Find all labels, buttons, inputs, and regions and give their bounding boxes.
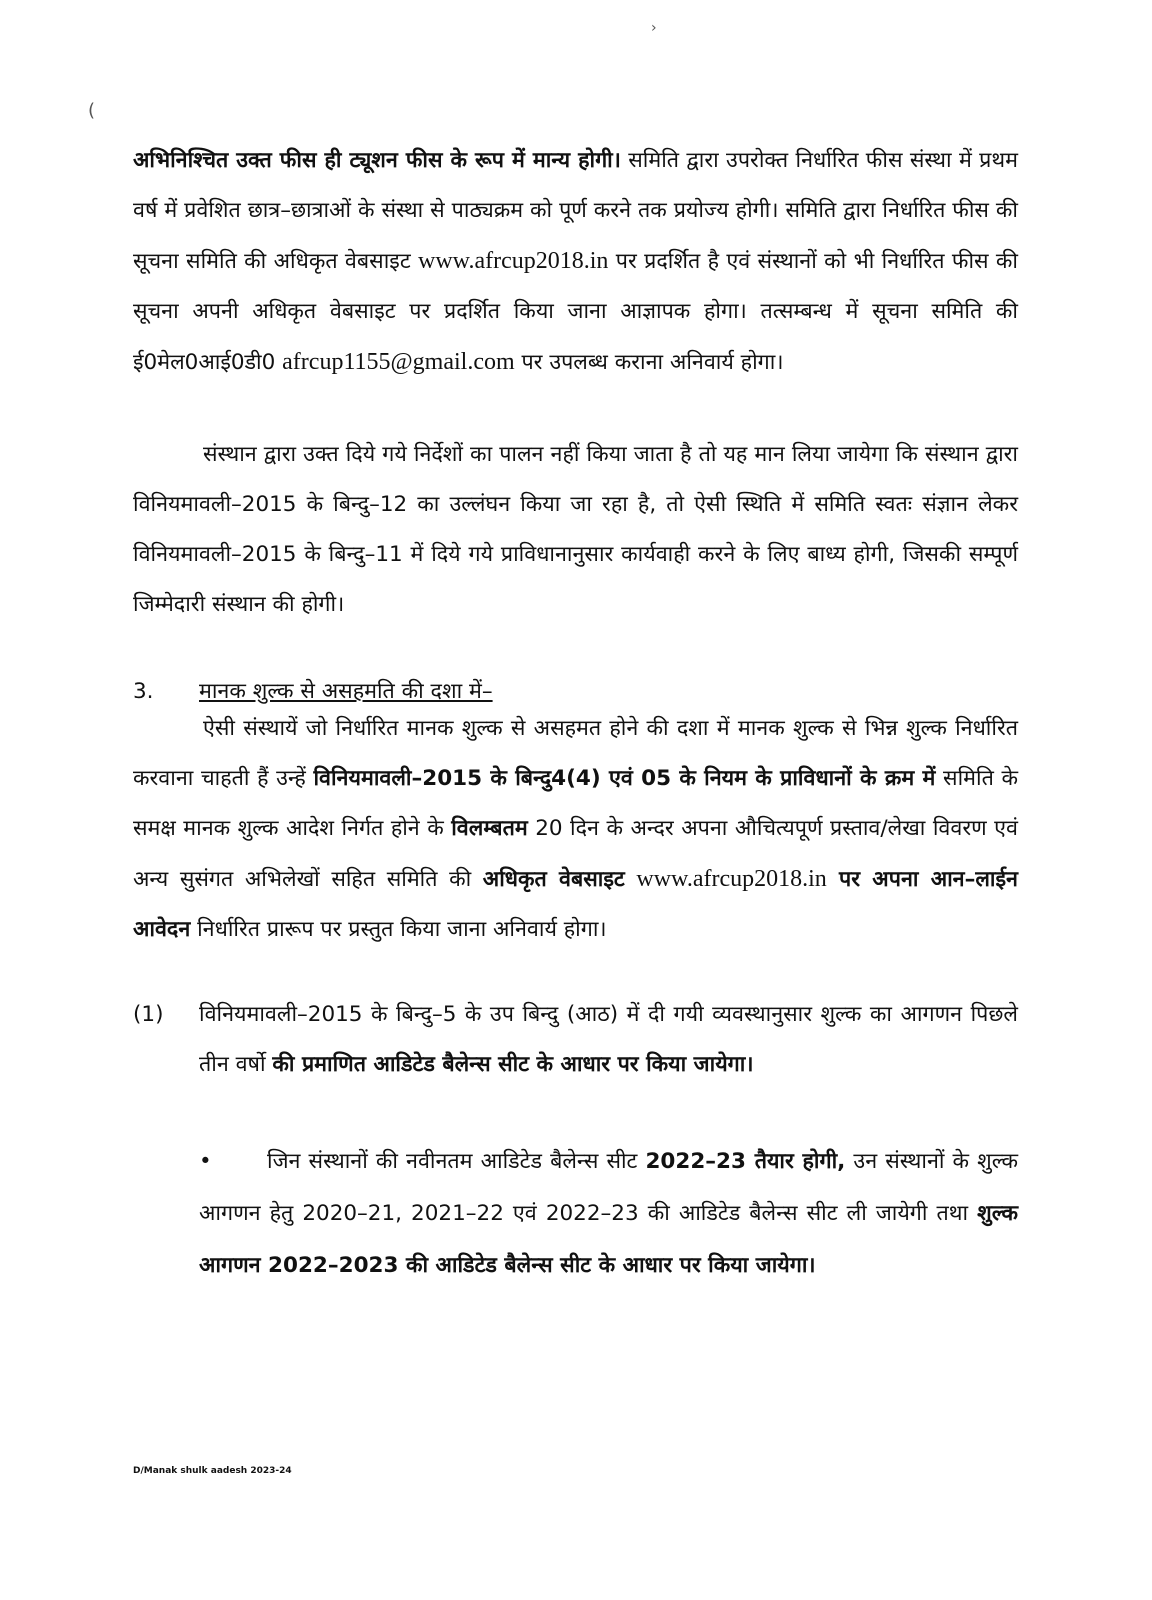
website-link: www.afrcup2018.in [636,866,827,892]
email-address: afrcup1155@gmail.com [282,349,515,375]
paragraph-text: निर्धारित प्रारूप पर प्रस्तुत किया जाना अनिवार्य होगा। [190,917,607,942]
paragraph-text: विनियमावली–2015 के बिन्दु–5 के उप बिन्दु (आठ) में दी गयी व्यवस्थानुसार शुल्क का आगणन पिछले तीन वर्षो [199,1002,1018,1077]
item-number: (1) [133,1002,164,1027]
paragraph-disagreement [133,704,1018,955]
section-number: 3. [133,679,154,704]
website-link: www.afrcup2018.in [418,248,609,274]
paragraph-fee-notice [133,136,1018,388]
paragraph-text: पर प्रदर्शित है एवं संस्थानों को भी निर्धारित फीस की सूचना अपनी अधिकृत वेबसाइट पर प्रदर्शित किया जाना आज्ञापक होगा। तत्सम्बन्ध में सूचना समिति की ई0मेल0आई0डी0 [133,249,1018,375]
bold-text: 2022–23 तैयार होगी, [645,1149,846,1174]
bold-text: शुल्क आगणन 2022–2023 की आडिटेड बैलेन्स सीट के आधार पर किया जायेगा। [199,1201,1018,1278]
paragraph-violation-notice: संस्थान द्वारा उक्त दिये गये निर्देशों का पालन नहीं किया जाता है तो यह मान लिया जायेगा कि संस्थान द्वारा विनियमावली–2015 के बिन्दु–12 का उल्लंघन किया जा रहा है, तो ऐसी स्थिति में समिति स्वतः संज्ञान लेकर विनियमावली–2015 के बिन्दु–11 में दिये गये प्राविधानानुसार कार्यवाही करने के लिए बाध्य होगी, जिसकी सम्पूर्ण जिम्मेदारी संस्थान की होगी। [133,442,1018,617]
bold-text: विलम्बतम [451,816,528,841]
paragraph-text: समिति के समक्ष मानक शुल्क आदेश निर्गत होने के [133,766,1019,841]
section-title: मानक शुल्क से असहमति की दशा में– [199,679,493,704]
paragraph-text: ऐसी संस्थायें जो निर्धारित मानक शुल्क से असहमत होने की दशा में मानक शुल्क से भिन्न शुल्क निर्धारित करवाना चाहती हैं उन्हें [133,716,1018,791]
bold-text: की प्रमाणित आडिटेड बैलेन्स सीट के आधार पर किया जायेगा। [272,1052,754,1077]
paragraph-text: समिति द्वारा उपरोक्त निर्धारित फीस संस्था में प्रथम वर्ष में प्रवेशित छात्र–छात्राओं के संस्था से पाठ्यक्रम को पूर्ण करने तक प्रयोज्य होगी। समिति द्वारा निर्धारित फीस की सूचना समिति की अधिकृत वेबसाइट [133,148,1019,274]
top-mark: › [651,20,657,36]
bullet-icon: • [199,1149,212,1174]
bold-lead-text: अभिनिश्चित उक्त फीस ही ट्यूशन फीस के रूप में मान्य होगी। [133,148,621,173]
footer-reference: D/Manak shulk aadesh 2023-24 [133,1466,292,1476]
bold-text: पर अपना आन–लाईन आवेदन [133,867,1018,942]
paragraph-text: 20 दिन के अन्दर अपना औचित्यपूर्ण प्रस्ताव/लेखा विवरण एवं अन्य सुसंगत अभिलेखों सहित समिति की [133,816,1018,892]
bold-text: विनियमावली–2015 के बिन्दु4(4) एवं 05 के नियम के प्राविधानों के क्रम में [313,766,936,791]
bold-text: अधिकृत वेबसाइट [482,867,625,892]
bullet-1 [199,1136,1018,1292]
paragraph-text: जिन संस्थानों की नवीनतम आडिटेड बैलेन्स सीट [267,1149,646,1174]
item-1-text [199,990,1018,1090]
paragraph-text: उन संस्थानों के शुल्क आगणन हेतु 2020–21, 2021–22 एवं 2022–23 की आडिटेड बैलेन्स सीट ली जायेगी तथा [199,1149,1018,1226]
paragraph-text: पर उपलब्ध कराना अनिवार्य होगा। [514,350,784,375]
corner-mark: ( [88,100,96,121]
